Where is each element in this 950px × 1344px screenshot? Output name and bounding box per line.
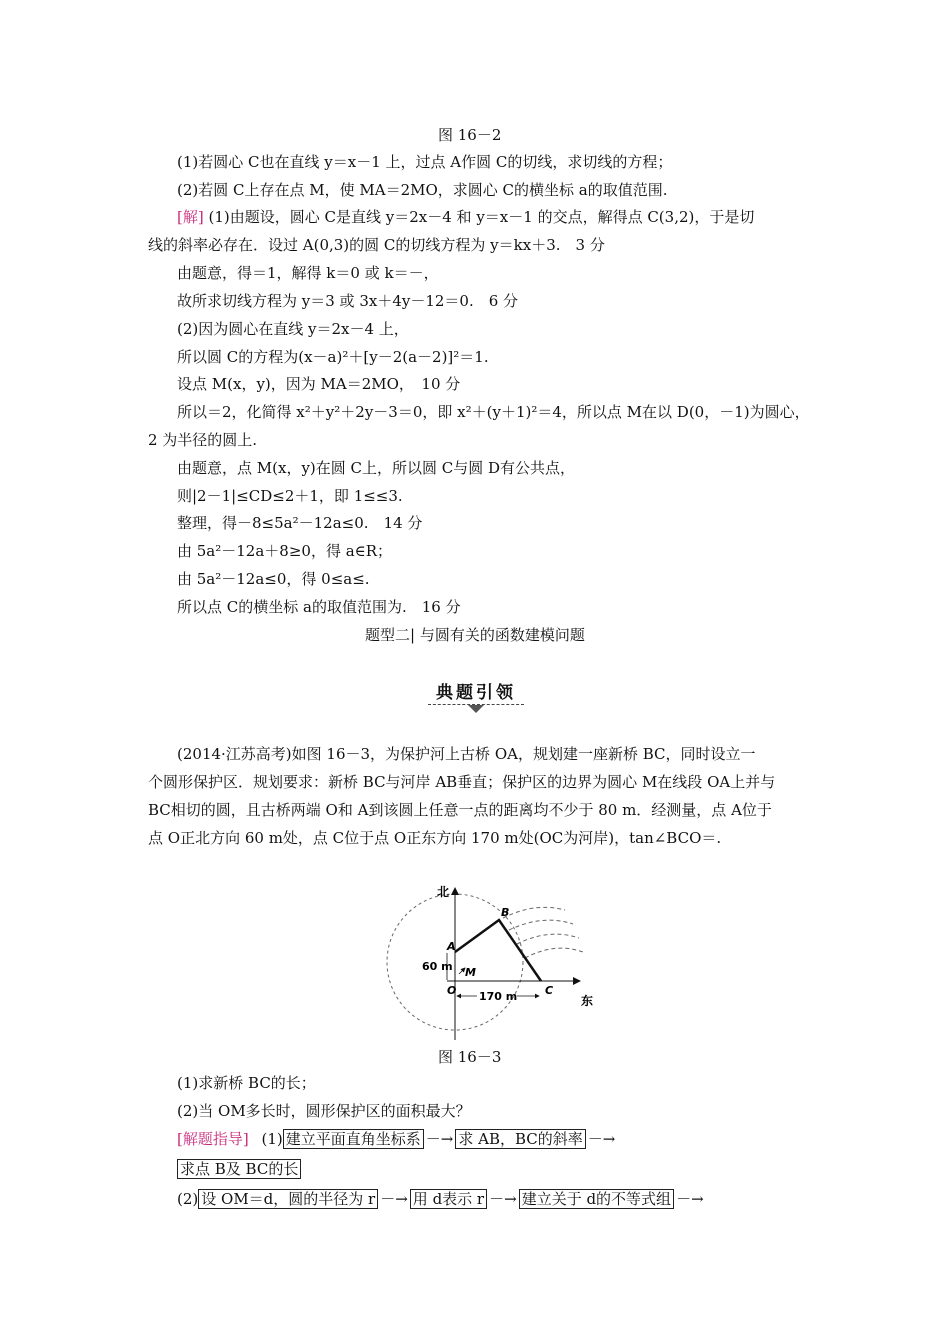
river-curve bbox=[525, 948, 583, 958]
guide-arrow: －→ bbox=[489, 1190, 517, 1208]
problem-part-1: (1)若圆心 C也在直线 y＝x－1 上，过点 A作圆 C的切线，求切线的方程； bbox=[177, 153, 673, 171]
river-curve bbox=[517, 934, 579, 944]
guide-step-inequalities: 建立关于 d的不等式组 bbox=[519, 1189, 674, 1209]
solution-line: 所以＝2，化简得 x²＋y²＋2y－3＝0，即 x²＋(y＋1)²＝4，所以点 M在以 D(0，－1)为圆心， bbox=[177, 403, 810, 421]
solution-line: 故所求切线方程为 y＝3 或 3x＋4y－12＝0. 6 分 bbox=[177, 292, 519, 310]
heading-triangle-icon bbox=[468, 705, 484, 713]
guide-prefix-1: (1) bbox=[261, 1130, 283, 1148]
guide-row-2 bbox=[177, 1159, 301, 1179]
problem2-line: BC相切的圆，且古桥两端 O和 A到该圆上任意一点的距离均不少于 80 m．经测量，点 A位于 bbox=[148, 801, 772, 819]
question-1: (1)求新桥 BC的长； bbox=[177, 1074, 316, 1092]
solution-first-line bbox=[177, 207, 754, 227]
label-north: 北 bbox=[437, 885, 450, 899]
question-2: (2)当 OM多长时，圆形保护区的面积最大？ bbox=[177, 1102, 471, 1120]
guide-step-express-r: 用 d表示 r bbox=[410, 1189, 487, 1209]
label-east: 东 bbox=[581, 994, 594, 1008]
section-title: 题型二| 与圆有关的函数建模问题 bbox=[365, 626, 585, 644]
label-m: M bbox=[465, 966, 476, 979]
label-b: B bbox=[501, 906, 510, 919]
solution-line: 由题意，点 M(x，y)在圆 C上，所以圆 C与圆 D有公共点， bbox=[177, 459, 576, 477]
guide-arrow: －→ bbox=[587, 1130, 616, 1148]
guide-tag: [解题指导] bbox=[177, 1130, 249, 1148]
label-60m: 60 m bbox=[422, 960, 453, 973]
solution-line: (2)因为圆心在直线 y＝2x－4 上， bbox=[177, 320, 409, 338]
solution-text: (1)由题设，圆心 C是直线 y＝2x－4 和 y＝x－1 的交点，解得点 C(3,2)，于是切 bbox=[208, 208, 755, 226]
heading-text: 典题引领 bbox=[436, 683, 516, 703]
guide-arrow: －→ bbox=[425, 1130, 454, 1148]
label-o: O bbox=[447, 984, 457, 997]
label-170m: 170 m bbox=[479, 990, 518, 1003]
figure-caption-16-3: 图 16－3 bbox=[438, 1048, 502, 1066]
solution-line: 所以圆 C的方程为(x－a)²＋[y－2(a－2)]²＝1. bbox=[177, 348, 489, 366]
solution-line: 所以点 C的横坐标 a的取值范围为. 16 分 bbox=[177, 598, 461, 616]
section-heading bbox=[428, 676, 524, 712]
guide-prefix-2: (2) bbox=[177, 1190, 199, 1208]
guide-step-coordinate: 建立平面直角坐标系 bbox=[283, 1129, 424, 1149]
guide-row-3 bbox=[177, 1189, 706, 1209]
guide-arrow: －→ bbox=[676, 1190, 704, 1208]
solution-tag: [解] bbox=[177, 208, 204, 226]
problem2-line: (2014·江苏高考)如图 16－3，为保护河上古桥 OA，规划建一座新桥 BC，同时设立一 bbox=[177, 745, 756, 763]
bridge-diagram bbox=[385, 880, 625, 1045]
label-a: A bbox=[447, 940, 456, 953]
solution-line: 设点 M(x，y)，因为 MA＝2MO， 10 分 bbox=[177, 375, 461, 393]
solution-line: 整理，得－8≤5a²－12a≤0. 14 分 bbox=[177, 514, 423, 532]
guide-step-bc-length: 求点 B及 BC的长 bbox=[177, 1159, 301, 1179]
guide-row-1 bbox=[177, 1129, 617, 1149]
solution-line: 线的斜率必存在．设过 A(0,3)的圆 C的切线方程为 y＝kx＋3. 3 分 bbox=[148, 236, 605, 254]
guide-arrow: －→ bbox=[380, 1190, 408, 1208]
guide-step-set-d: 设 OM＝d，圆的半径为 r bbox=[198, 1189, 378, 1209]
guide-step-slopes: 求 AB，BC的斜率 bbox=[455, 1129, 585, 1149]
river-curve bbox=[503, 907, 565, 918]
figure-caption-16-2: 图 16－2 bbox=[438, 126, 502, 144]
solution-line: 由 5a²－12a≤0，得 0≤a≤. bbox=[177, 570, 370, 588]
solution-line: 由 5a²－12a＋8≥0，得 a∈R； bbox=[177, 542, 393, 560]
river-curve bbox=[509, 920, 573, 930]
problem-part-2: (2)若圆 C上存在点 M，使 MA＝2MO，求圆心 C的横坐标 a的取值范围. bbox=[177, 181, 668, 199]
solution-line: 2 为半径的圆上. bbox=[148, 431, 258, 449]
solution-line: 则|2－1|≤CD≤2＋1，即 1≤≤3. bbox=[177, 487, 403, 505]
problem2-line: 点 O正北方向 60 m处，点 C位于点 O正东方向 170 m处(OC为河岸)，tan∠BCO＝. bbox=[148, 829, 722, 847]
problem2-line: 个圆形保护区．规划要求：新桥 BC与河岸 AB垂直；保护区的边界为圆心 M在线段 OA上并与 bbox=[148, 773, 776, 791]
solution-line: 由题意，得＝1，解得 k＝0 或 k＝－， bbox=[177, 264, 439, 282]
label-c: C bbox=[545, 984, 554, 997]
